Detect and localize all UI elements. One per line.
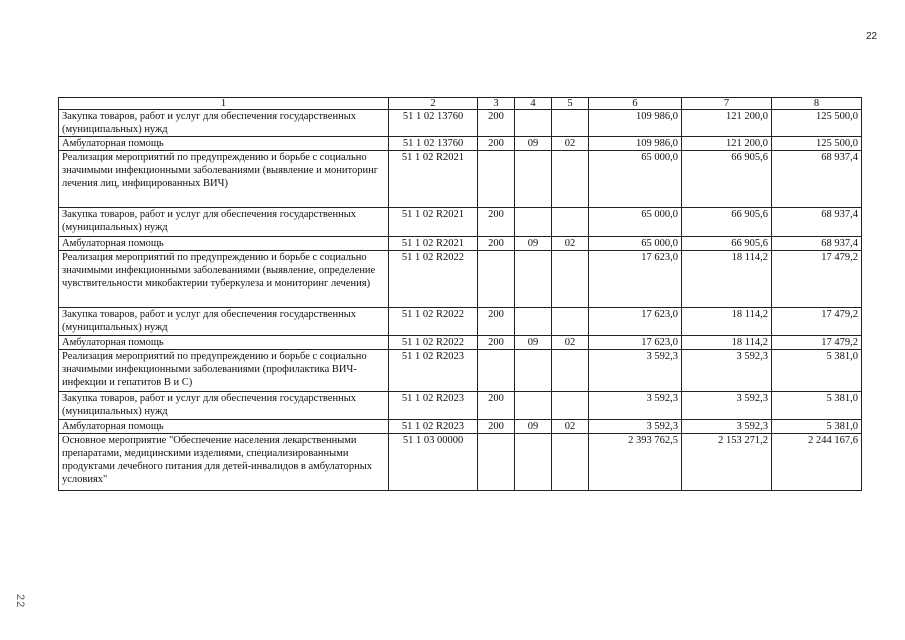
cell-value-8: 17 479,2 (772, 308, 862, 336)
cell-value-6: 3 592,3 (589, 392, 682, 420)
cell-code: 51 1 02 R2023 (389, 420, 478, 434)
cell-value-6: 17 623,0 (589, 251, 682, 308)
cell-value-7: 2 153 271,2 (682, 434, 772, 491)
header-col-1: 1 (59, 98, 389, 110)
header-col-7: 7 (682, 98, 772, 110)
cell-col-5 (552, 350, 589, 392)
cell-col-4: 09 (515, 420, 552, 434)
cell-col-3: 200 (478, 110, 515, 137)
cell-col-3 (478, 251, 515, 308)
cell-value-6: 109 986,0 (589, 137, 682, 151)
cell-name: Закупка товаров, работ и услуг для обеспечения государственных (муниципальных) нужд (59, 208, 389, 237)
cell-value-8: 5 381,0 (772, 350, 862, 392)
cell-name: Закупка товаров, работ и услуг для обеспечения государственных (муниципальных) нужд (59, 110, 389, 137)
header-col-8: 8 (772, 98, 862, 110)
cell-col-5: 02 (552, 336, 589, 350)
cell-value-7: 3 592,3 (682, 350, 772, 392)
cell-value-7: 18 114,2 (682, 336, 772, 350)
table-row (59, 251, 862, 308)
cell-value-7: 3 592,3 (682, 392, 772, 420)
table-row (59, 208, 862, 237)
cell-code: 51 1 02 R2021 (389, 151, 478, 208)
table-row (59, 137, 862, 151)
cell-code: 51 1 02 R2023 (389, 350, 478, 392)
cell-col-4 (515, 392, 552, 420)
margin-mark: 22 (14, 594, 26, 609)
cell-col-5: 02 (552, 137, 589, 151)
header-col-3: 3 (478, 98, 515, 110)
cell-name: Основное мероприятие "Обеспечение населения лекарственными препаратами, медицинскими изделиями, специализированными продуктами лечебного питания для детей-инвалидов в амбулаторных условиях" (59, 434, 389, 491)
cell-col-5 (552, 392, 589, 420)
cell-value-8: 68 937,4 (772, 151, 862, 208)
cell-col-3 (478, 151, 515, 208)
table-row (59, 110, 862, 137)
cell-name: Амбулаторная помощь (59, 237, 389, 251)
cell-col-5 (552, 110, 589, 137)
cell-col-5 (552, 208, 589, 237)
cell-code: 51 1 02 R2022 (389, 308, 478, 336)
cell-code: 51 1 02 13760 (389, 110, 478, 137)
cell-name: Реализация мероприятий по предупреждению и борьбе с социально значимыми инфекционными заболеваниями (профилактика ВИЧ-инфекции и гепатитов В и С) (59, 350, 389, 392)
cell-value-8: 2 244 167,6 (772, 434, 862, 491)
cell-value-7: 121 200,0 (682, 110, 772, 137)
table-row (59, 434, 862, 491)
budget-table (58, 97, 862, 491)
cell-col-3: 200 (478, 237, 515, 251)
table-row (59, 420, 862, 434)
cell-name: Закупка товаров, работ и услуг для обеспечения государственных (муниципальных) нужд (59, 392, 389, 420)
cell-value-7: 121 200,0 (682, 137, 772, 151)
cell-value-8: 125 500,0 (772, 110, 862, 137)
table-body (59, 98, 862, 491)
cell-value-8: 17 479,2 (772, 336, 862, 350)
cell-code: 51 1 02 R2023 (389, 392, 478, 420)
cell-code: 51 1 02 R2022 (389, 336, 478, 350)
cell-value-7: 66 905,6 (682, 151, 772, 208)
cell-code: 51 1 02 R2021 (389, 237, 478, 251)
table-row (59, 336, 862, 350)
cell-value-6: 65 000,0 (589, 237, 682, 251)
cell-col-5 (552, 251, 589, 308)
cell-col-5 (552, 434, 589, 491)
table-row (59, 308, 862, 336)
cell-value-8: 68 937,4 (772, 208, 862, 237)
cell-col-3: 200 (478, 420, 515, 434)
cell-col-3: 200 (478, 137, 515, 151)
table-row (59, 392, 862, 420)
cell-code: 51 1 02 13760 (389, 137, 478, 151)
cell-value-6: 3 592,3 (589, 420, 682, 434)
cell-col-3: 200 (478, 336, 515, 350)
cell-name: Реализация мероприятий по предупреждению и борьбе с социально значимыми инфекционными заболеваниями (выявление и мониторинг лечения лиц, инфицированных ВИЧ) (59, 151, 389, 208)
header-col-2: 2 (389, 98, 478, 110)
cell-value-6: 2 393 762,5 (589, 434, 682, 491)
cell-col-4: 09 (515, 137, 552, 151)
cell-col-4 (515, 151, 552, 208)
cell-value-6: 65 000,0 (589, 208, 682, 237)
cell-value-7: 66 905,6 (682, 237, 772, 251)
cell-name: Реализация мероприятий по предупреждению и борьбе с социально значимыми инфекционными заболеваниями (выявление, определение чувствительности микобактерии туберкулеза и мониторинг лечения) (59, 251, 389, 308)
cell-name: Закупка товаров, работ и услуг для обеспечения государственных (муниципальных) нужд (59, 308, 389, 336)
cell-value-6: 17 623,0 (589, 336, 682, 350)
cell-col-5 (552, 308, 589, 336)
table-row (59, 350, 862, 392)
cell-value-8: 5 381,0 (772, 392, 862, 420)
cell-col-4: 09 (515, 336, 552, 350)
cell-col-3 (478, 350, 515, 392)
table-row (59, 237, 862, 251)
cell-value-6: 17 623,0 (589, 308, 682, 336)
header-col-6: 6 (589, 98, 682, 110)
cell-col-5: 02 (552, 237, 589, 251)
cell-col-3 (478, 434, 515, 491)
cell-col-5: 02 (552, 420, 589, 434)
cell-value-8: 17 479,2 (772, 251, 862, 308)
cell-value-7: 66 905,6 (682, 208, 772, 237)
cell-col-4 (515, 434, 552, 491)
cell-value-7: 18 114,2 (682, 251, 772, 308)
cell-value-8: 5 381,0 (772, 420, 862, 434)
cell-col-4 (515, 350, 552, 392)
cell-col-5 (552, 151, 589, 208)
cell-name: Амбулаторная помощь (59, 336, 389, 350)
cell-col-4 (515, 110, 552, 137)
cell-name: Амбулаторная помощь (59, 137, 389, 151)
cell-col-4: 09 (515, 237, 552, 251)
cell-name: Амбулаторная помощь (59, 420, 389, 434)
cell-value-8: 68 937,4 (772, 237, 862, 251)
header-col-5: 5 (552, 98, 589, 110)
header-col-4: 4 (515, 98, 552, 110)
cell-col-4 (515, 208, 552, 237)
cell-value-6: 109 986,0 (589, 110, 682, 137)
cell-value-6: 65 000,0 (589, 151, 682, 208)
cell-value-6: 3 592,3 (589, 350, 682, 392)
cell-col-3: 200 (478, 392, 515, 420)
cell-col-3: 200 (478, 308, 515, 336)
table-row (59, 151, 862, 208)
cell-value-7: 18 114,2 (682, 308, 772, 336)
cell-col-3: 200 (478, 208, 515, 237)
cell-code: 51 1 02 R2022 (389, 251, 478, 308)
header-row (59, 98, 862, 110)
cell-code: 51 1 03 00000 (389, 434, 478, 491)
cell-col-4 (515, 251, 552, 308)
cell-code: 51 1 02 R2021 (389, 208, 478, 237)
cell-col-4 (515, 308, 552, 336)
cell-value-8: 125 500,0 (772, 137, 862, 151)
page-number: 22 (866, 31, 878, 42)
cell-value-7: 3 592,3 (682, 420, 772, 434)
